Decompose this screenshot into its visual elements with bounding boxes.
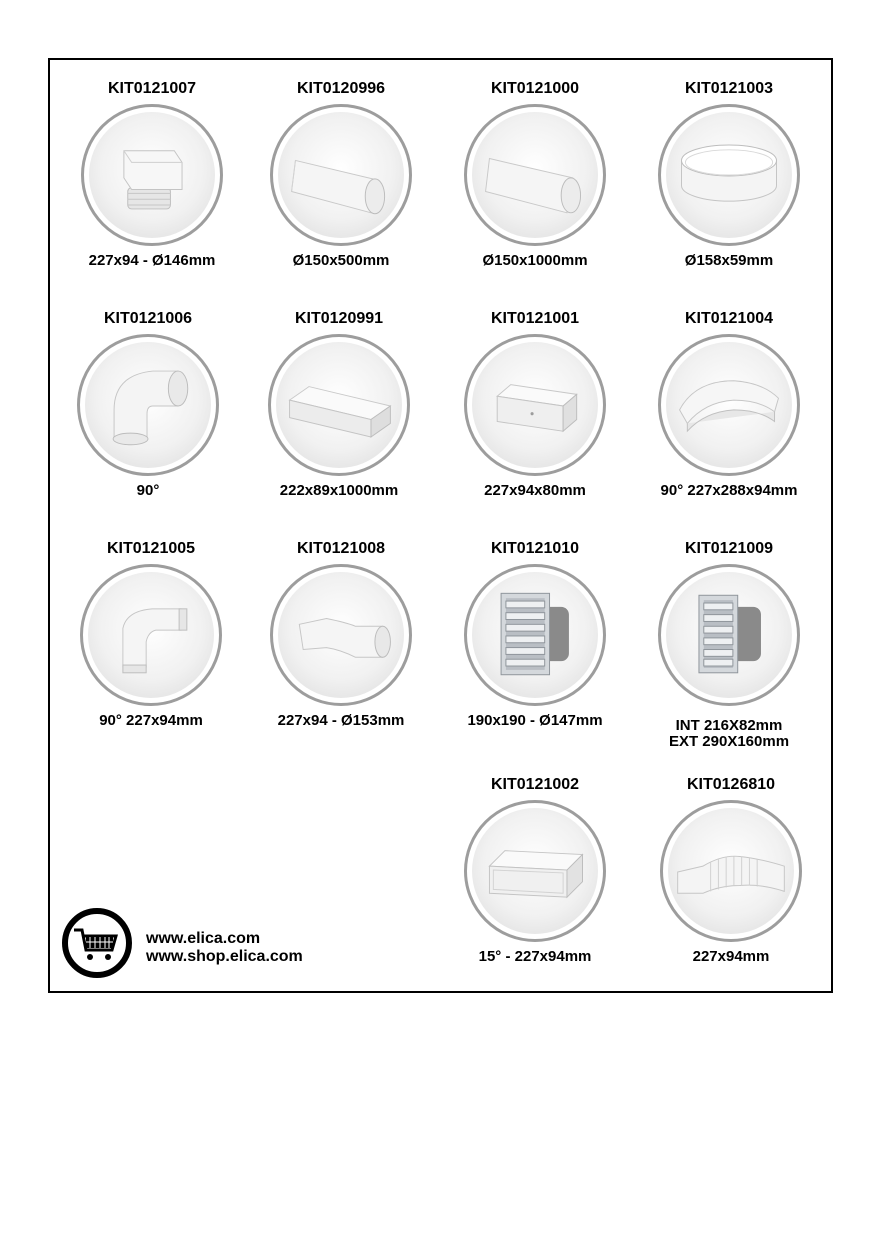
rect-elbow-icon xyxy=(88,572,214,698)
rect-to-round-reducer-icon xyxy=(278,572,404,698)
product-code: KIT0126810 xyxy=(686,776,776,793)
footer-links xyxy=(146,930,303,966)
product-dimensions: 190x190 - Ø147mm xyxy=(467,712,603,729)
product-card[interactable] xyxy=(244,310,434,499)
round-elbow-icon xyxy=(85,342,211,468)
louvre-grille-icon xyxy=(472,572,598,698)
shopping-cart-icon xyxy=(68,914,126,972)
product-code: KIT0121006 xyxy=(103,310,193,327)
product-dimensions: 15° - 227x94mm xyxy=(478,948,592,965)
product-card[interactable] xyxy=(246,80,436,269)
product-card[interactable] xyxy=(634,80,824,269)
rect-to-round-adapter-icon xyxy=(89,112,215,238)
rect-connector-icon xyxy=(472,342,598,468)
product-dimensions: 227x94mm xyxy=(692,948,770,965)
product-card[interactable] xyxy=(440,540,630,729)
product-image-frame xyxy=(268,334,410,476)
product-code: KIT0121010 xyxy=(490,540,580,557)
product-dimensions: 227x94 - Ø146mm xyxy=(88,252,216,269)
product-code: KIT0121004 xyxy=(684,310,774,327)
product-image-frame xyxy=(77,334,219,476)
product-dimensions: 90° xyxy=(136,482,160,499)
product-card[interactable] xyxy=(246,540,436,729)
product-code: KIT0121005 xyxy=(106,540,196,557)
louvre-grille-icon xyxy=(666,572,792,698)
product-dimensions: 90° 227x94mm xyxy=(99,712,203,729)
product-code: KIT0121007 xyxy=(107,80,197,97)
product-code: KIT0120991 xyxy=(294,310,384,327)
product-image-frame xyxy=(270,104,412,246)
product-image-frame xyxy=(81,104,223,246)
round-connector-ring-icon xyxy=(666,112,792,238)
product-image-frame xyxy=(658,104,800,246)
product-card[interactable] xyxy=(56,540,246,729)
product-card[interactable] xyxy=(634,540,824,750)
product-card[interactable] xyxy=(440,310,630,499)
product-image-frame xyxy=(658,564,800,706)
product-code: KIT0121001 xyxy=(490,310,580,327)
product-dimensions: 227x94 - Ø153mm xyxy=(277,712,405,729)
rect-duct-icon xyxy=(276,342,402,468)
product-image-frame xyxy=(270,564,412,706)
shop-logo[interactable] xyxy=(62,908,132,978)
product-image-frame xyxy=(464,104,606,246)
product-dimensions xyxy=(634,718,824,750)
product-card[interactable] xyxy=(634,310,824,499)
product-dimensions: 222x89x1000mm xyxy=(279,482,399,499)
shop-link[interactable]: www.shop.elica.com xyxy=(146,948,303,965)
website-link[interactable]: www.elica.com xyxy=(146,930,261,947)
product-card[interactable] xyxy=(440,776,630,965)
product-image-frame xyxy=(464,564,606,706)
product-code: KIT0121000 xyxy=(490,80,580,97)
product-code: KIT0121002 xyxy=(490,776,580,793)
product-dimensions: Ø158x59mm xyxy=(684,252,774,269)
angled-rect-connector-icon xyxy=(472,808,598,934)
product-code: KIT0121008 xyxy=(296,540,386,557)
product-image-frame xyxy=(464,334,606,476)
product-image-frame xyxy=(660,800,802,942)
round-duct-icon xyxy=(278,112,404,238)
product-card[interactable] xyxy=(57,80,247,269)
product-image-frame xyxy=(80,564,222,706)
product-card[interactable] xyxy=(636,776,826,965)
dimension-line-int: INT 216X82mm xyxy=(675,717,783,734)
product-card[interactable] xyxy=(440,80,630,269)
product-dimensions: Ø150x500mm xyxy=(292,252,390,269)
round-duct-icon xyxy=(472,112,598,238)
product-dimensions: 227x94x80mm xyxy=(484,482,586,499)
product-code: KIT0120996 xyxy=(296,80,386,97)
product-code: KIT0121009 xyxy=(684,540,774,557)
product-image-frame xyxy=(464,800,606,942)
flat-bend-icon xyxy=(666,342,792,468)
product-dimensions: Ø150x1000mm xyxy=(482,252,588,269)
dimension-line-ext: EXT 290X160mm xyxy=(668,733,790,750)
product-card[interactable] xyxy=(53,310,243,499)
product-image-frame xyxy=(658,334,800,476)
product-dimensions: 90° 227x288x94mm xyxy=(660,482,798,499)
product-code: KIT0121003 xyxy=(684,80,774,97)
flexible-rect-duct-icon xyxy=(668,808,794,934)
